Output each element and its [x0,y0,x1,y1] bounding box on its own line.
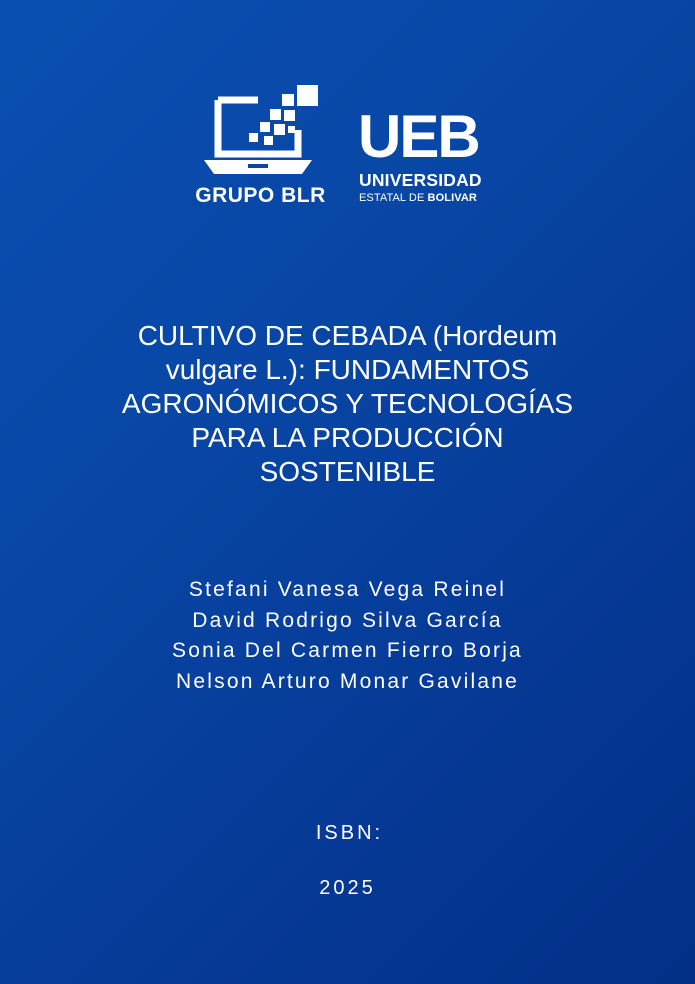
title-line: vulgare L.): FUNDAMENTOS [165,354,530,385]
author-name: Stefani Vanesa Vega Reinel [188,578,507,601]
ueb-estatal-text [359,192,477,204]
ueb-wordmark: UEB [358,103,479,170]
author-name: Nelson Arturo Monar Gavilane [176,669,519,693]
title-line: PARA LA PRODUCCIÓN [191,422,504,453]
grupo-blr-logo [188,82,333,210]
ueb-estatal-de: ESTATAL DE [359,192,428,204]
title-line: AGRONÓMICOS Y TECNOLOGÍAS [121,388,574,419]
publication-year: 2025 [319,877,376,899]
author-list [60,575,635,697]
ueb-bolivar: BOLIVAR [427,192,477,204]
laptop-pixels-icon [200,82,322,182]
grupo-blr-wordmark: GRUPO BLR [195,184,326,207]
isbn-label: ISBN: [315,822,384,844]
book-title [60,319,635,489]
author-name: David Rodrigo Silva García [192,608,503,632]
logo-row [0,80,695,220]
ueb-logo [358,103,508,210]
title-line: CULTIVO DE CEBADA (Hordeum [137,320,558,351]
ueb-universidad-text: UNIVERSIDAD [359,170,482,190]
title-line: SOSTENIBLE [259,456,436,487]
author-name: Sonia Del Carmen Fierro Borja [172,639,523,662]
